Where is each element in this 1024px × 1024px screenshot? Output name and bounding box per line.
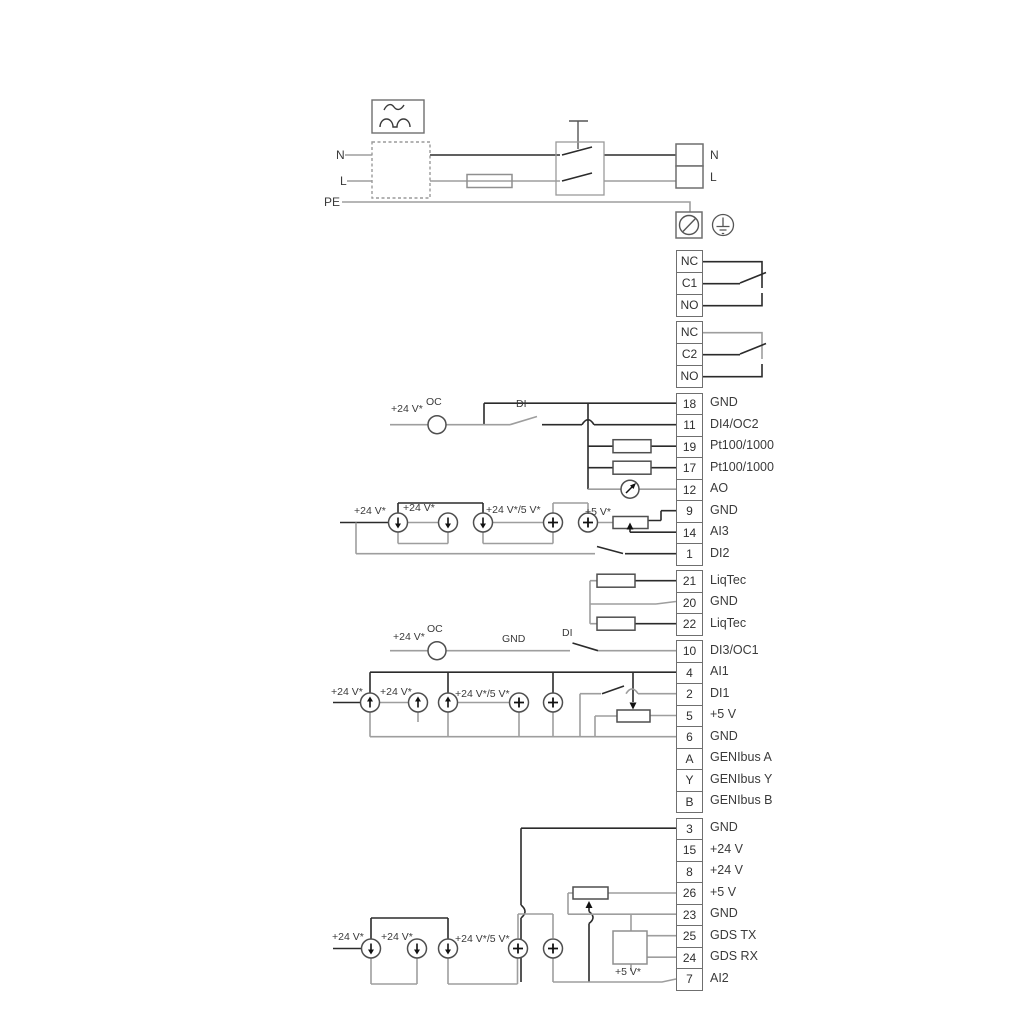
ai2-group-wires: [333, 828, 676, 984]
ao-wires: [588, 480, 676, 498]
relay1-c1-terminal: C1: [676, 272, 703, 295]
terminal-10: 10: [676, 640, 703, 663]
terminal-a-name: GENIbus A: [710, 750, 772, 764]
sine-wave-icon: [372, 100, 424, 133]
relay2-c2-terminal: C2: [676, 343, 703, 366]
di-label: DI: [516, 398, 527, 410]
terminal-7: 7: [676, 968, 703, 991]
open-collector-icon: [428, 642, 446, 660]
resistor: [597, 574, 635, 587]
terminal-24-name: GDS RX: [710, 949, 758, 963]
terminal-24: 24: [676, 947, 703, 970]
di3-oc1-wires: [390, 642, 676, 660]
terminal-17-name: Pt100/1000: [710, 460, 774, 474]
v24-label: +24 V*: [403, 502, 435, 514]
terminal-1: 1: [676, 543, 703, 566]
terminal-14: 14: [676, 522, 703, 545]
wiper-arrow-down: [630, 703, 637, 710]
terminal-8-name: +24 V: [710, 863, 744, 877]
l-left-label: L: [340, 174, 347, 188]
terminal-19-name: Pt100/1000: [710, 438, 774, 452]
terminal-14-name: AI3: [710, 524, 729, 538]
terminal-4-name: AI1: [710, 664, 729, 678]
terminal-15-name: +24 V: [710, 842, 744, 856]
l-right-label: L: [710, 170, 717, 184]
oc-label: OC: [426, 396, 442, 408]
terminal-5: 5: [676, 705, 703, 728]
oc-label: OC: [427, 623, 443, 635]
relay1-wires: [702, 262, 766, 306]
terminal-7-name: AI2: [710, 971, 729, 985]
terminal-8: 8: [676, 861, 703, 884]
terminal-19: 19: [676, 436, 703, 459]
wiper-arrow-up: [586, 901, 593, 908]
relay2-no-terminal: NO: [676, 365, 703, 388]
relay1-no-terminal: NO: [676, 294, 703, 317]
current-source-down-icon: [389, 513, 493, 532]
meter-icon: [621, 480, 639, 498]
terminal-3-name: GND: [710, 820, 738, 834]
n-left-label: N: [336, 148, 345, 162]
terminal-b-name: GENIbus B: [710, 793, 773, 807]
v24-5v-label: +24 V*/5 V*: [455, 933, 510, 945]
terminal-1-name: DI2: [710, 546, 730, 560]
di-label: DI: [562, 627, 573, 639]
v24-label: +24 V*: [332, 931, 364, 943]
resistor: [597, 617, 635, 630]
potentiometer: [573, 887, 608, 899]
terminal-11: 11: [676, 414, 703, 437]
terminal-a: A: [676, 748, 703, 771]
v5-label: +5 V*: [585, 506, 611, 518]
gds-sensor-box: [613, 931, 647, 964]
terminal-11-name: DI4/OC2: [710, 417, 759, 431]
liqtec-wires: [590, 574, 676, 630]
terminal-b: B: [676, 791, 703, 814]
v24-label: +24 V*: [331, 686, 363, 698]
power-section-wires: [342, 100, 734, 238]
terminal-4: 4: [676, 662, 703, 685]
terminal-26-name: +5 V: [710, 885, 737, 899]
terminal-22: 22: [676, 613, 703, 636]
v24-label: +24 V*: [381, 931, 413, 943]
terminal-2: 2: [676, 683, 703, 706]
open-collector-icon: [428, 416, 446, 434]
terminal-25-name: GDS TX: [710, 928, 757, 942]
v24-label: +24 V*: [391, 403, 423, 415]
terminal-5-name: +5 V: [710, 707, 737, 721]
relay2-nc-terminal: NC: [676, 321, 703, 344]
ai1-group-wires: [333, 672, 676, 737]
n-right-label: N: [710, 148, 719, 162]
earth-ground-icon: [713, 215, 734, 236]
terminal-18-name: GND: [710, 395, 738, 409]
terminal-20-name: GND: [710, 594, 738, 608]
terminal-26: 26: [676, 882, 703, 905]
relay2-wires: [702, 333, 766, 377]
terminal-21-name: LiqTec: [710, 573, 747, 587]
terminal-3: 3: [676, 818, 703, 841]
filter-box: [372, 142, 430, 198]
terminal-12-name: AO: [710, 481, 729, 495]
terminal-10-name: DI3/OC1: [710, 643, 759, 657]
terminal-25: 25: [676, 925, 703, 948]
terminal-6-name: GND: [710, 729, 738, 743]
switch-actuator: [569, 121, 588, 149]
terminal-15: 15: [676, 839, 703, 862]
screw-terminal-icon: [676, 212, 702, 238]
terminal-9: 9: [676, 500, 703, 523]
resistor: [613, 461, 651, 474]
terminal-18: 18: [676, 393, 703, 416]
terminal-23: 23: [676, 904, 703, 927]
terminal-2-name: DI1: [710, 686, 730, 700]
v24-5v-label: +24 V*/5 V*: [486, 504, 541, 516]
terminal-y: Y: [676, 769, 703, 792]
v24-5v-label: +24 V*/5 V*: [455, 688, 510, 700]
v24-label: +24 V*: [354, 505, 386, 517]
potentiometer: [617, 710, 650, 722]
terminal-y-name: GENIbus Y: [710, 772, 773, 786]
terminal-20: 20: [676, 592, 703, 615]
v5-label: +5 V*: [615, 966, 641, 978]
relay1-nc-terminal: NC: [676, 250, 703, 273]
pt100-wires: [588, 440, 676, 475]
terminal-12: 12: [676, 479, 703, 502]
terminal-17: 17: [676, 457, 703, 480]
terminal-21: 21: [676, 570, 703, 593]
terminal-9-name: GND: [710, 503, 738, 517]
gnd-label: GND: [502, 633, 526, 645]
v24-label: +24 V*: [380, 686, 412, 698]
terminal-6: 6: [676, 726, 703, 749]
v24-label: +24 V*: [393, 631, 425, 643]
resistor: [613, 440, 651, 453]
terminal-22-name: LiqTec: [710, 616, 747, 630]
pe-label: PE: [324, 195, 341, 209]
terminal-23-name: GND: [710, 906, 738, 920]
